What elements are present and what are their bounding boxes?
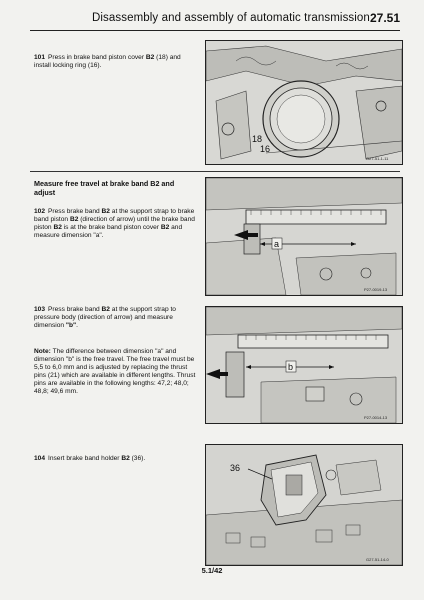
step-103: 103 Press brake band B2 at the support strap to pressure body (direction of arrow) and measure dimension "b". [34, 306, 176, 329]
section-heading: Measure free travel at brake band B2 and adjust [34, 179, 175, 197]
page-title: Disassembly and assembly of automatic transmission [92, 12, 370, 24]
band-holder-illustration [206, 445, 402, 565]
callout-b: b [288, 362, 294, 372]
measure-b-illustration [206, 307, 402, 423]
figure-code: P27-0014-13 [364, 415, 388, 420]
figure-code: G27-51-14-0 [366, 557, 389, 562]
callout-36: 36 [230, 463, 241, 473]
section-number: 27.51 [369, 11, 400, 25]
figure-step-101 [205, 40, 403, 165]
step-number: 102 [34, 208, 46, 215]
figure-step-104 [205, 444, 403, 566]
step-102: 102 Press brake band B2 at the support strap to brake band piston B2 (direction of arrow) until the brake band piston B2 is at the brake band piston cover B2 and measure dimension "a". [34, 208, 195, 239]
step-number: 103 [34, 306, 46, 313]
page-number: 5.1/42 [201, 566, 223, 575]
callout-16: 16 [260, 144, 271, 154]
note-text: The difference between dimension "a" and dimension "b" is the free travel. The free travel must be 5,5 to 6,0 mm and is adjusted by replacing the thrust pins (21) which are available in different lengths. Thrust pins are available in the following lengths: 47,2; 48,0; 48,8; 49,6 mm. [34, 348, 196, 395]
piston-cover-illustration [206, 41, 402, 164]
step-101: 101 Press in brake band piston cover B2 (18) and install locking ring (16). [34, 54, 181, 69]
note-label: Note: [34, 348, 51, 355]
callout-18: 18 [252, 134, 263, 144]
note-block [34, 348, 199, 396]
figure-code: P27-0019-13 [364, 287, 388, 292]
step-number: 101 [34, 54, 46, 61]
measure-a-illustration [206, 178, 402, 295]
figure-step-103 [205, 306, 403, 424]
figure-code: G27-51-1-11 [366, 156, 389, 161]
step-number: 104 [34, 455, 46, 462]
callout-a: a [274, 239, 280, 249]
figure-step-102 [205, 177, 403, 296]
page-header [30, 8, 400, 31]
section-divider [30, 171, 400, 172]
step-104: 104 Insert brake band holder B2 (36). [34, 455, 146, 462]
